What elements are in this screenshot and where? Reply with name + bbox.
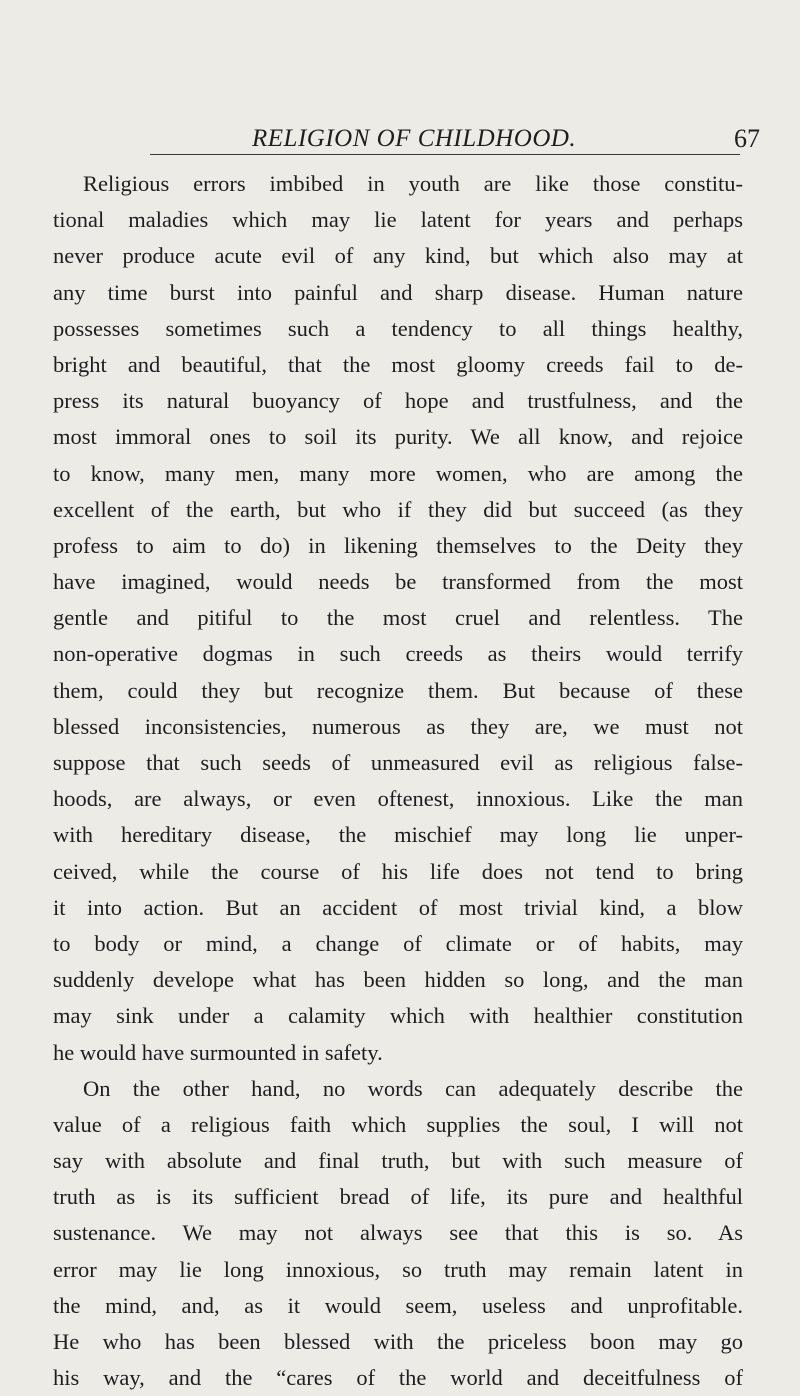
text-line: the mind, and, as it would seem, useless and unprofitable. <box>53 1292 743 1318</box>
text-line: say with absolute and final truth, but with such measure of <box>53 1148 743 1174</box>
body-text <box>53 166 743 1396</box>
text-line: Religious errors imbibed in youth are like those constitu- <box>83 171 743 196</box>
text-line: On the other hand, no words can adequately describe the <box>83 1075 743 1101</box>
text-line: them, could they but recognize them. But because of these <box>53 677 743 703</box>
text-line: most immoral ones to soil its purity. We all know, and rejoice <box>53 424 743 450</box>
text-line: he would have surmounted in safety. <box>53 1039 383 1065</box>
text-line: sustenance. We may not always see that this is so. As <box>53 1220 743 1246</box>
text-line: suddenly develope what has been hidden so long, and the man <box>53 967 743 993</box>
text-line: He who has been blessed with the priceless boon may go <box>53 1329 743 1354</box>
text-line: press its natural buoyancy of hope and trustfulness, and the <box>53 388 743 414</box>
text-line: with hereditary disease, the mischief may long lie unper- <box>53 822 743 848</box>
text-line: to body or mind, a change of climate or of habits, may <box>53 930 743 956</box>
text-line: profess to aim to do) in likening themselves to the Deity they <box>53 532 743 558</box>
text-line: hoods, are always, or even oftenest, innoxious. Like the man <box>53 786 743 812</box>
text-line: may sink under a calamity which with healthier constitution <box>53 1003 743 1029</box>
paragraph-2 <box>53 1071 743 1396</box>
running-title: RELIGION OF CHILDHOOD. <box>252 125 577 152</box>
text-line: excellent of the earth, but who if they did but succeed (as they <box>53 496 743 522</box>
running-head <box>0 124 800 158</box>
text-line: his way, and the “cares of the world and deceitfulness of <box>53 1365 743 1391</box>
text-line: possesses sometimes such a tendency to all things healthy, <box>53 315 743 341</box>
text-line: gentle and pitiful to the most cruel and relentless. The <box>53 605 743 631</box>
text-line: any time burst into painful and sharp disease. Human nature <box>53 279 743 305</box>
text-line: have imagined, would needs be transformed from the most <box>53 569 743 595</box>
text-line: never produce acute evil of any kind, but which also may at <box>53 243 743 269</box>
text-line: blessed inconsistencies, numerous as they are, we must not <box>53 713 743 739</box>
text-line: value of a religious faith which supplies the soul, I will not <box>53 1111 743 1137</box>
paragraph-1 <box>53 166 743 1071</box>
text-line: non-operative dogmas in such creeds as theirs would terrify <box>53 641 743 667</box>
text-line: bright and beautiful, that the most gloomy creeds fail to de- <box>53 351 743 377</box>
text-line: tional maladies which may lie latent for years and perhaps <box>53 207 743 233</box>
header-rule <box>150 154 740 155</box>
text-line: it into action. But an accident of most trivial kind, a blow <box>53 894 743 920</box>
text-line: ceived, while the course of his life does not tend to bring <box>53 858 743 884</box>
text-line: to know, many men, many more women, who are among the <box>53 460 743 486</box>
page-number: 67 <box>734 124 760 153</box>
text-line: truth as is its sufficient bread of life, its pure and healthful <box>53 1184 743 1210</box>
text-line: suppose that such seeds of unmeasured evil as religious false- <box>53 750 743 775</box>
text-line: error may lie long innoxious, so truth may remain latent in <box>53 1256 743 1282</box>
